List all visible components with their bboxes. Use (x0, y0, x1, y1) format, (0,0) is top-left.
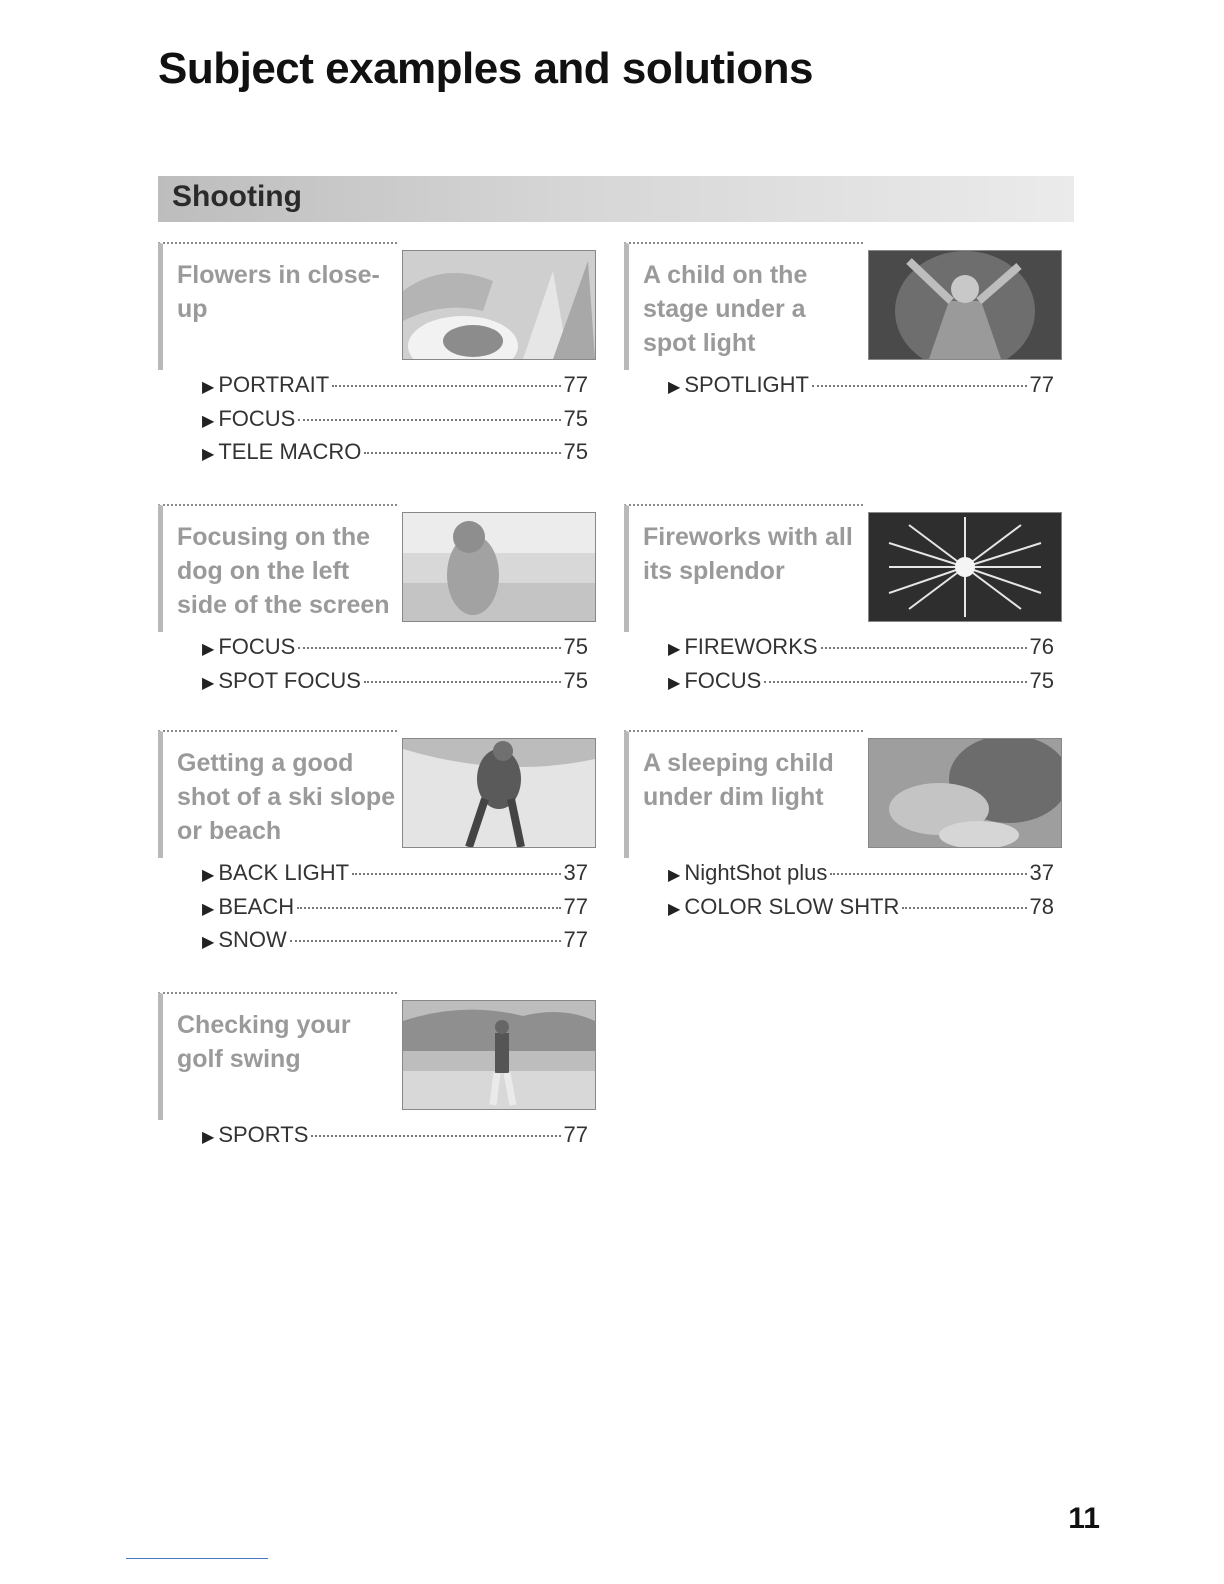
card-header (158, 730, 397, 858)
dot-leader (311, 1135, 560, 1137)
reference-link[interactable]: ▶ COLOR SLOW SHTR 78 (668, 893, 1054, 919)
triangle-right-icon: ▶ (202, 446, 215, 463)
dot-leader (764, 681, 1026, 683)
page-title: Subject examples and solutions (158, 44, 813, 93)
flowers-photo (402, 250, 596, 360)
subject-card (624, 504, 1064, 693)
reference-link[interactable]: ▶ SPORTS 77 (202, 1122, 588, 1147)
reference-link[interactable]: ▶ NightShot plus 37 (668, 860, 1054, 885)
triangle-right-icon: ▶ (202, 412, 215, 430)
dot-leader (332, 385, 560, 387)
reference-link[interactable]: ▶ PORTRAIT 77 (202, 372, 588, 397)
subject-caption: Getting a good shot of a ski slope or beach (177, 749, 396, 845)
golf-photo (402, 1000, 596, 1110)
subject-card (158, 504, 598, 693)
dot-leader (364, 681, 561, 683)
reference-list (202, 1122, 588, 1156)
card-header (624, 504, 863, 632)
subject-caption: A sleeping child under dim light (643, 749, 834, 811)
dot-leader (297, 907, 560, 909)
reference-list (202, 372, 588, 473)
triangle-right-icon: ▶ (202, 934, 215, 951)
card-header (624, 242, 863, 370)
dot-leader (830, 873, 1026, 875)
triangle-right-icon: ▶ (202, 1129, 215, 1146)
section-label: Shooting (172, 180, 302, 213)
triangle-right-icon: ▶ (202, 379, 215, 396)
card-header (158, 504, 397, 632)
dot-leader (290, 940, 561, 942)
triangle-right-icon: ▶ (668, 379, 681, 396)
subject-caption: Flowers in close-up (177, 261, 380, 323)
subject-card (158, 992, 598, 1147)
card-header (158, 242, 397, 370)
triangle-right-icon: ▶ (202, 674, 215, 692)
card-header (624, 730, 863, 858)
triangle-right-icon: ▶ (202, 900, 215, 918)
reference-link[interactable]: ▶ FIREWORKS 76 (668, 634, 1054, 659)
reference-list (202, 860, 588, 961)
triangle-right-icon: ▶ (668, 674, 681, 692)
section-header-bar (158, 176, 1074, 222)
reference-link[interactable]: ▶ TELE MACRO 75 (202, 439, 588, 464)
stage-child-photo (868, 250, 1062, 360)
reference-link[interactable]: ▶ SPOTLIGHT 77 (668, 372, 1054, 397)
dot-leader (364, 452, 560, 454)
reference-link[interactable]: ▶ BACK LIGHT 37 (202, 860, 588, 885)
dot-leader (902, 907, 1026, 909)
card-header (158, 992, 397, 1120)
ski-photo (402, 738, 596, 848)
subject-caption: A child on the stage under a spot light (643, 261, 808, 357)
dot-leader (812, 385, 1027, 387)
fireworks-photo (868, 512, 1062, 622)
reference-link[interactable]: ▶ FOCUS 75 (202, 405, 588, 431)
subject-caption: Checking your golf swing (177, 1011, 351, 1073)
triangle-right-icon: ▶ (668, 641, 681, 658)
reference-list (668, 634, 1054, 701)
reference-link[interactable]: ▶ SPOT FOCUS 75 (202, 667, 588, 693)
reference-link[interactable]: ▶ SNOW 77 (202, 927, 588, 952)
triangle-right-icon: ▶ (202, 867, 215, 884)
subject-card (624, 242, 1064, 397)
reference-link[interactable]: ▶ BEACH 77 (202, 893, 588, 919)
dog-photo (402, 512, 596, 622)
subject-card (158, 242, 598, 464)
triangle-right-icon: ▶ (668, 900, 681, 918)
subject-card (158, 730, 598, 952)
reference-list (668, 372, 1054, 406)
reference-list (202, 634, 588, 701)
reference-link[interactable]: ▶ FOCUS 75 (668, 667, 1054, 693)
triangle-right-icon: ▶ (668, 867, 681, 884)
dot-leader (821, 647, 1027, 649)
reference-list (668, 860, 1054, 927)
page-number: 11 (1068, 1502, 1100, 1535)
reference-link[interactable]: ▶ FOCUS 75 (202, 634, 588, 659)
triangle-right-icon: ▶ (202, 641, 215, 658)
subject-card (624, 730, 1064, 919)
dot-leader (298, 647, 560, 649)
subject-caption: Fireworks with all its splendor (643, 523, 853, 585)
sleeping-child-photo (868, 738, 1062, 848)
dot-leader (352, 873, 560, 875)
footer-rule (126, 1558, 268, 1559)
dot-leader (298, 419, 560, 421)
subject-caption: Focusing on the dog on the left side of the screen (177, 523, 390, 619)
